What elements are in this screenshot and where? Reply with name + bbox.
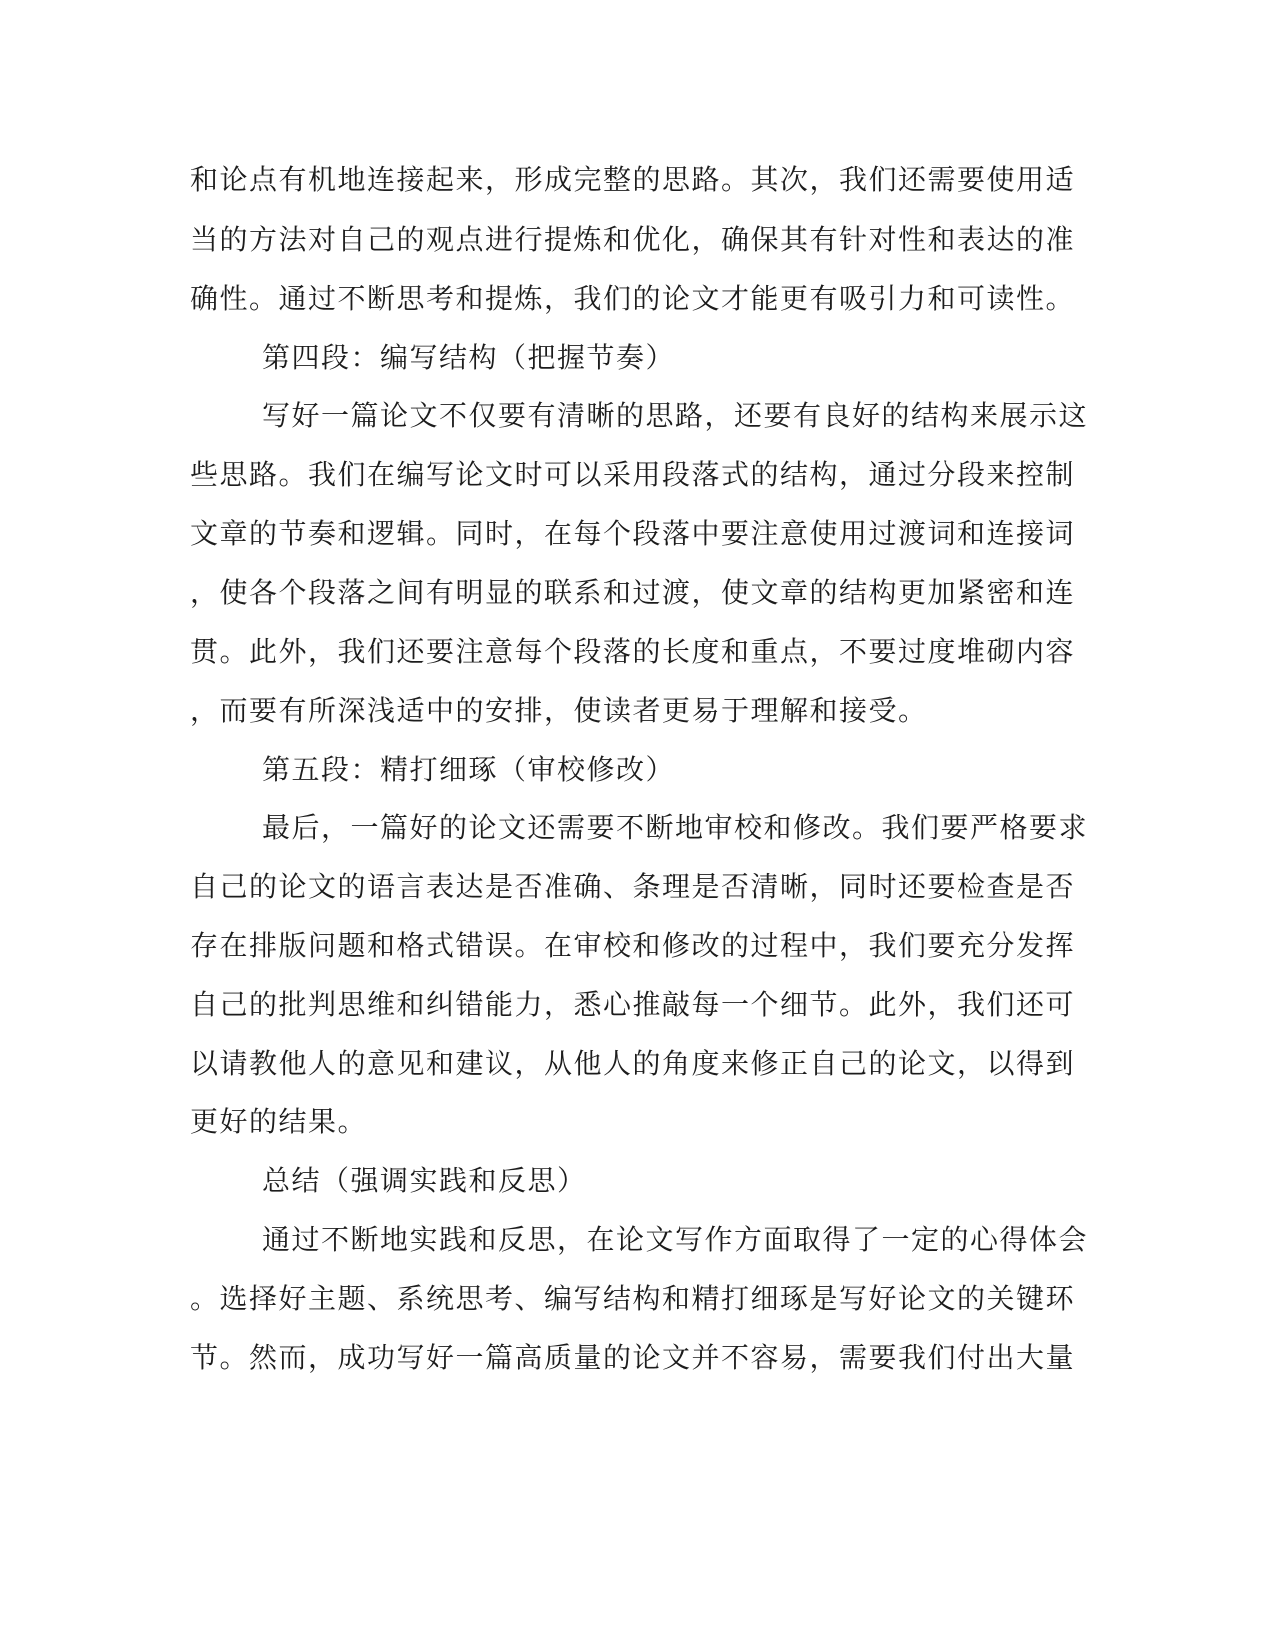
- body-text-line: 自己的批判思维和纠错能力，悉心推敲每一个细节。此外，我们还可: [190, 988, 1076, 1021]
- body-text-line: 贯。此外，我们还要注意每个段落的长度和重点，不要过度堆砌内容: [190, 635, 1076, 668]
- body-text-line: 自己的论文的语言表达是否准确、条理是否清晰，同时还要检查是否: [190, 870, 1076, 903]
- body-text-line: ，使各个段落之间有明显的联系和过渡，使文章的结构更加紧密和连: [190, 576, 1076, 609]
- body-text-line: 节。然而，成功写好一篇高质量的论文并不容易，需要我们付出大量: [190, 1341, 1076, 1374]
- body-text-line: 最后，一篇好的论文还需要不断地审校和修改。我们要严格要求: [262, 811, 1089, 844]
- body-text-line: 更好的结果。: [190, 1105, 368, 1138]
- body-text-line: 些思路。我们在编写论文时可以采用段落式的结构，通过分段来控制: [190, 458, 1076, 491]
- section-heading-summary: 总结（强调实践和反思）: [262, 1164, 587, 1197]
- body-text-line: 通过不断地实践和反思，在论文写作方面取得了一定的心得体会: [262, 1223, 1089, 1256]
- body-text-line: 存在排版问题和格式错误。在审校和修改的过程中，我们要充分发挥: [190, 929, 1076, 962]
- section-heading-4: 第四段：编写结构（把握节奏）: [262, 341, 676, 374]
- body-text-line: 文章的节奏和逻辑。同时，在每个段落中要注意使用过渡词和连接词: [190, 517, 1076, 550]
- body-text-line: 。选择好主题、系统思考、编写结构和精打细琢是写好论文的关键环: [190, 1282, 1076, 1315]
- body-text-line: ，而要有所深浅适中的安排，使读者更易于理解和接受。: [190, 694, 928, 727]
- body-text-line: 当的方法对自己的观点进行提炼和优化，确保其有针对性和表达的准: [190, 223, 1076, 256]
- body-text-line: 和论点有机地连接起来，形成完整的思路。其次，我们还需要使用适: [190, 163, 1076, 196]
- section-heading-5: 第五段：精打细琢（审校修改）: [262, 753, 676, 786]
- body-text-line: 写好一篇论文不仅要有清晰的思路，还要有良好的结构来展示这: [262, 399, 1089, 432]
- body-text-line: 确性。通过不断思考和提炼，我们的论文才能更有吸引力和可读性。: [190, 282, 1076, 315]
- body-text-line: 以请教他人的意见和建议，从他人的角度来修正自己的论文，以得到: [190, 1047, 1076, 1080]
